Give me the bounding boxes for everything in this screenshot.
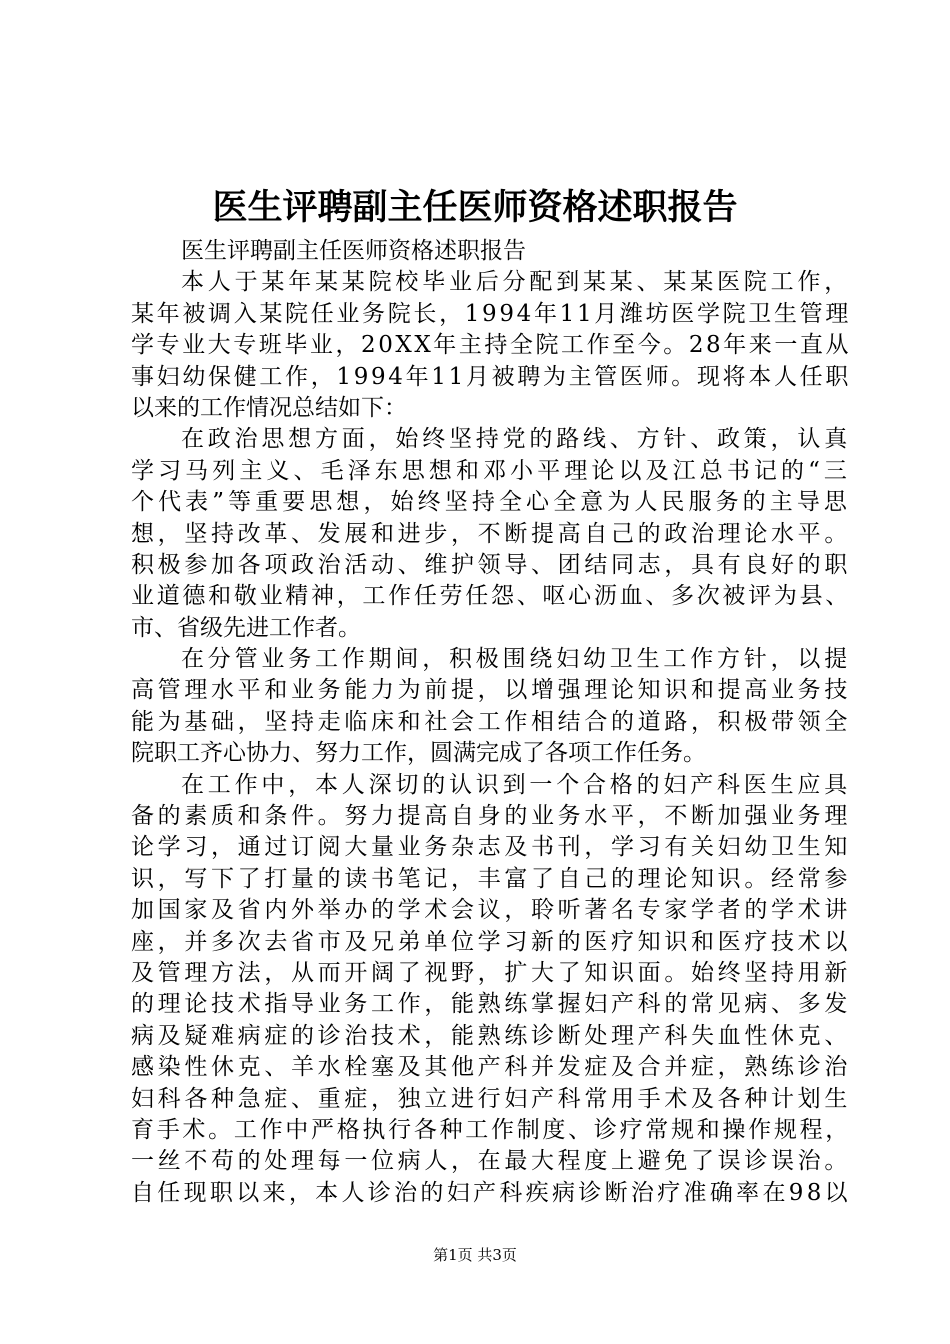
body-line-text: 论学习，通过订阅大量业务杂志及书刊，学习有关妇幼卫生知: [131, 834, 851, 861]
body-line-text: 识，写下了打量的读书笔记，丰富了自己的理论知识。经常参: [131, 865, 851, 892]
document-body: [131, 236, 851, 1209]
body-line-text: 一丝不苟的处理每一位病人，在最大程度上避免了误诊误治。: [131, 1148, 851, 1175]
body-line: [131, 393, 851, 424]
body-line-text: 能为基础，坚持走临床和社会工作相结合的道路，积极带领全: [131, 708, 851, 735]
body-line-text: 的理论技术指导业务工作，能熟练掌握妇产科的常见病、多发: [131, 991, 851, 1018]
body-line: [131, 958, 851, 989]
body-line: [131, 644, 851, 675]
body-line: [131, 362, 851, 393]
body-line: [131, 675, 851, 706]
body-line-text: 事妇幼保健工作，1994年11月被聘为主管医师。现将本人任职: [131, 363, 851, 390]
body-line-text: 想，坚持改革、发展和进步，不断提高自己的政治理论水平。: [131, 520, 851, 547]
body-line-text: 在分管业务工作期间，积极围绕妇幼卫生工作方针，以提: [181, 646, 851, 673]
body-line-text: 在政治思想方面，始终坚持党的路线、方针、政策，认真: [181, 426, 851, 453]
body-line-text: 自任现职以来，本人诊治的妇产科疾病诊断治疗准确率在98以: [131, 1179, 851, 1206]
body-line: [131, 738, 851, 769]
body-line: [131, 801, 851, 832]
body-line-text: 本人于某年某某院校毕业后分配到某某、某某医院工作，: [181, 269, 851, 296]
body-line: [131, 550, 851, 581]
body-line: [131, 832, 851, 863]
body-line-text: 院职工齐心协力、努力工作，圆满完成了各项工作任务。: [131, 740, 706, 767]
body-line-text: 高管理水平和业务能力为前提，以增强理论知识和提高业务技: [131, 677, 851, 704]
body-line-text: 在工作中，本人深切的认识到一个合格的妇产科医生应具: [181, 771, 851, 798]
body-line-text: 病及疑难病症的诊治技术，能熟练诊断处理产科失血性休克、: [131, 1022, 851, 1049]
body-line: [131, 456, 851, 487]
body-line-text: 加国家及省内外举办的学术会议，聆听著名专家学者的学术讲: [131, 897, 851, 924]
body-line-text: 育手术。工作中严格执行各种工作制度、诊疗常规和操作规程，: [131, 1116, 851, 1143]
body-line: [131, 927, 851, 958]
body-line: [131, 1146, 851, 1177]
page-footer: 第1页 共3页: [433, 1246, 517, 1264]
body-line: [131, 613, 851, 644]
body-line: [131, 236, 851, 267]
body-line: [131, 1115, 851, 1146]
body-line: [131, 581, 851, 612]
body-line-text: 感染性休克、羊水栓塞及其他产科并发症及合并症，熟练诊治: [131, 1054, 851, 1081]
body-line-text: 某年被调入某院任业务院长，1994年11月潍坊医学院卫生管理: [131, 300, 851, 327]
body-line: [131, 299, 851, 330]
body-line-text: 以来的工作情况总结如下：: [131, 394, 407, 421]
body-line-text: 妇科各种急症、重症，独立进行妇产科常用手术及各种计划生: [131, 1085, 851, 1112]
body-line: [131, 1084, 851, 1115]
body-line: [131, 864, 851, 895]
body-line-text: 业道德和敬业精神，工作任劳任怨、呕心沥血、多次被评为县、: [131, 583, 851, 610]
body-line-text: 学习马列主义、毛泽东思想和邓小平理论以及江总书记的“三: [131, 457, 851, 484]
body-line: [131, 519, 851, 550]
body-line: [131, 1052, 851, 1083]
body-line-text: 及管理方法，从而开阔了视野，扩大了知识面。始终坚持用新: [131, 959, 851, 986]
body-line-text: 备的素质和条件。努力提高自身的业务水平，不断加强业务理: [131, 803, 851, 830]
body-line-text: 市、省级先进工作者。: [131, 614, 361, 641]
body-line-text: 积极参加各项政治活动、维护领导、团结同志，具有良好的职: [131, 551, 851, 578]
body-line: [131, 770, 851, 801]
body-line: [131, 895, 851, 926]
body-line: [131, 487, 851, 518]
body-line: [131, 267, 851, 298]
body-line: [131, 424, 851, 455]
body-line-text: 座，并多次去省市及兄弟单位学习新的医疗知识和医疗技术以: [131, 928, 851, 955]
body-line: [131, 1178, 851, 1209]
body-line-text: 学专业大专班毕业，20XX年主持全院工作至今。28年来一直从: [131, 332, 851, 359]
body-line: [131, 1021, 851, 1052]
document-title: 医生评聘副主任医师资格述职报告: [212, 187, 738, 228]
body-line: [131, 330, 851, 361]
body-line: [131, 989, 851, 1020]
body-line-text: 个代表”等重要思想，始终坚持全心全意为人民服务的主导思: [131, 489, 851, 516]
body-line-text: 医生评聘副主任医师资格述职报告: [181, 238, 526, 264]
body-line: [131, 707, 851, 738]
